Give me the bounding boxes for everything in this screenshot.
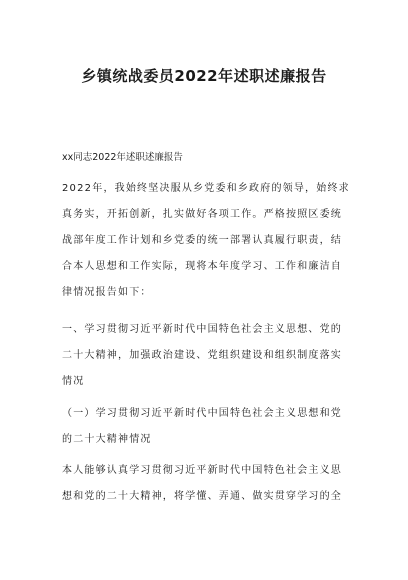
paragraph-line: 律情况报告如下：: [62, 287, 152, 298]
paragraph-body: [62, 458, 358, 510]
paragraph-line: 想和党的二十大精神，将学懂、弄通、做实贯穿学习的全: [62, 491, 342, 502]
subsection-heading-1: [62, 401, 358, 453]
paragraph-intro: [62, 176, 358, 306]
heading-line: 一、学习贯彻习近平新时代中国特色社会主义思想、党的: [62, 324, 342, 335]
paragraph-line: 本人能够认真学习贯彻习近平新时代中国特色社会主义思: [62, 465, 342, 476]
paragraph-line: 真务实，开拓创新，扎实做好各项工作。严格按照区委统: [62, 209, 342, 220]
heading-line: 情况: [62, 376, 85, 387]
paragraph-line: 合本人思想和工作实际，现将本年度学习、工作和廉洁自: [62, 261, 342, 272]
heading-line: 二十大精神，加强政治建设、党组织建设和组织制度落实: [62, 350, 342, 361]
heading-line: 的二十大精神情况: [62, 434, 152, 445]
document-title: 乡镇统战委员2022年述职述廉报告: [81, 67, 327, 85]
paragraph-line: 2022年，我始终坚决服从乡党委和乡政府的领导，始终求: [62, 183, 350, 194]
paragraph-line: 战部年度工作计划和乡党委的统一部署认真履行职责，结: [62, 235, 342, 246]
heading-line: （一）学习贯彻习近平新时代中国特色社会主义思想和党: [62, 408, 342, 419]
document-subtitle: xx同志2022年述职述廉报告: [62, 152, 183, 163]
section-heading-1: [62, 317, 358, 395]
